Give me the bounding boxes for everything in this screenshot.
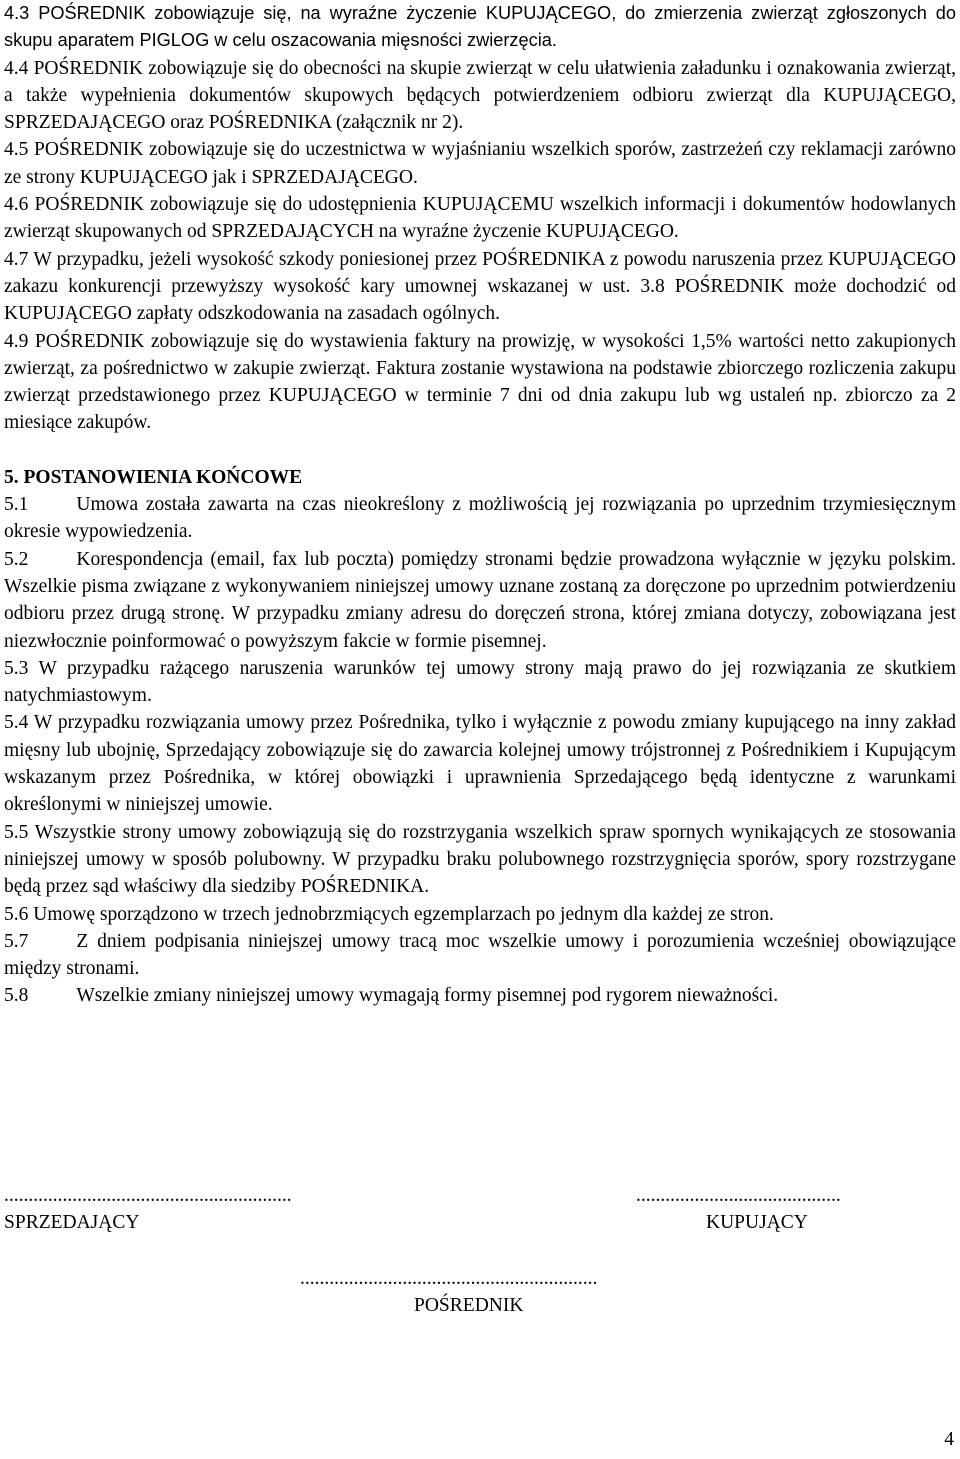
clause-number: 5.7 [4,930,29,952]
clause-5-6 [4,901,956,928]
clause-number: 5.6 [4,903,29,925]
clause-5-4 [4,709,956,818]
clause-5-5 [4,819,956,901]
paragraph-4-7: 4.7 W przypadku, jeżeli wysokość szkody poniesionej przez POŚREDNIKA z powodu naruszenia przez KUPUJĄCEGO zakazu konkurencji przewyższy wysokość kary umownej wskazanej w ust. 3.8 POŚREDNIK może dochodzić od KUPUJĄCEGO zapłaty odszkodowania na zasadach ogólnych. [4,248,956,325]
buyer-signature-line: .......................................... [636,1185,841,1206]
clause-number: 5.4 [4,712,29,734]
paragraph-4-4: 4.4 POŚREDNIK zobowiązuje się do obecności na skupie zwierząt w celu ułatwienia załadunku i oznakowania zwierząt, a także wypełnienia dokumentów skupowych będących potwierdzeniem odbioru zwierząt dla KUPUJĄCEGO, SPRZEDAJĄCEGO oraz POŚREDNIKA (załącznik nr 2). [4,57,956,134]
clause-5-8 [4,982,956,1009]
paragraph-4-9: 4.9 POŚREDNIK zobowiązuje się do wystawienia faktury na prowizję, w wysokości 1,5% wartości netto zakupionych zwierząt, za pośrednictwo w zakupie zwierząt. Faktura zostanie wystawiona na podstawie zbiorczego rozliczenia zakupu zwierząt przedstawionego przez KUPUJĄCEGO w terminie 7 dni od dnia zakupu lub wg ustaleń np. zbiorczo za 2 miesiące zakupów. [4,330,956,434]
clause-text: Umowę sporządzono w trzech jednobrzmiących egzemplarzach po jednym dla każdej ze stron. [33,903,774,925]
clause-text: Korespondencja (email, fax lub poczta) pomiędzy stronami będzie prowadzona wyłącznie w języku polskim. Wszelkie pisma związane z wykonywaniem niniejszej umowy uznane zostaną za doręczone po uprzednim potwierdzeniu odbioru przez drugą stronę. W przypadku zmiany adresu do doręczeń strona, której zmiana dotyczy, zobowiązana jest niezwłocznie poinformować o powyższym fakcie w formie pisemnej. [4,548,956,652]
clause-number: 5.2 [4,548,29,570]
clause-text: Umowa została zawarta na czas nieokreślony z możliwością jej rozwiązania po uprzednim trzymiesięcznym okresie wypowiedzenia. [4,494,956,543]
clause-text: W przypadku rozwiązania umowy przez Pośrednika, tylko i wyłącznie z powodu zmiany kupującego na inny zakład mięsny lub ubojnię, Sprzedający zobowiązuje się do zawarcia kolejnej umowy trójstronnej z Pośrednikiem i Kupującym wskazanym przez Pośrednika, w której obowiązki i uprawnienia Sprzedającego będą identyczne z warunkami określonymi w niniejszej umowie. [4,712,957,816]
clause-number: 5.8 [4,985,29,1007]
broker-signature-line: ............................................................. [300,1268,598,1289]
section-5-title: 5. POSTANOWIENIA KOŃCOWE [4,466,303,488]
clause-text: W przypadku rażącego naruszenia warunków tej umowy strony mają prawo do jej rozwiązania ze skutkiem natychmiastowym. [4,657,956,707]
seller-label: SPRZEDAJĄCY [4,1212,140,1234]
paragraph-4-6: 4.6 POŚREDNIK zobowiązuje się do udostępnienia KUPUJĄCEMU wszelkich informacji i dokumentów hodowlanych zwierząt skupowanych od SPRZEDAJĄCYCH na wyraźne życzenie KUPUJĄCEGO. [4,194,956,243]
clause-text: Z dniem podpisania niniejszej umowy tracą moc wszelkie umowy i porozumienia wcześniej obowiązujące między stronami. [4,930,956,980]
broker-signature [300,1265,597,1320]
clause-text: Wszelkie zmiany niniejszej umowy wymagają formy pisemnej pod rygorem nieważności. [76,985,779,1007]
clause-5-2 [4,546,956,655]
broker-label: POŚREDNIK [414,1295,524,1317]
clause-number: 5.1 [4,494,29,516]
clause-5-1 [4,491,956,546]
clause-5-3 [4,655,956,710]
page-number: 4 [944,1429,954,1450]
clause-text: Wszystkie strony umowy zobowiązują się do rozstrzygania wszelkich spraw spornych wynikających ze stosowania niniejszej umowy w sposób polubowny. W przypadku braku polubownego rozstrzygnięcia sporów, spory rozstrzygane będą przez sąd właściwy dla siedziby POŚREDNIKA. [4,821,956,898]
paragraph-4-5: 4.5 POŚREDNIK zobowiązuje się do uczestnictwa w wyjaśnianiu wszelkich sporów, zastrzeżeń czy reklamacji zarówno ze strony KUPUJĄCEGO jak i SPRZEDAJĄCEGO. [4,139,956,188]
seller-signature-line: ........................................................... [4,1185,292,1206]
paragraph-4-3: 4.3 POŚREDNIK zobowiązuje się, na wyraźne życzenie KUPUJĄCEGO, do zmierzenia zwierząt zgłoszonych do skupu aparatem PIGLOG w celu oszacowania mięsności zwierzęcia. [4,3,956,51]
document-body [4,0,956,1010]
buyer-label: KUPUJĄCY [706,1212,808,1234]
seller-signature [4,1182,292,1237]
clause-number: 5.3 [4,657,29,679]
clause-number: 5.5 [4,821,29,843]
clause-5-7 [4,928,956,983]
buyer-signature [636,1182,841,1237]
